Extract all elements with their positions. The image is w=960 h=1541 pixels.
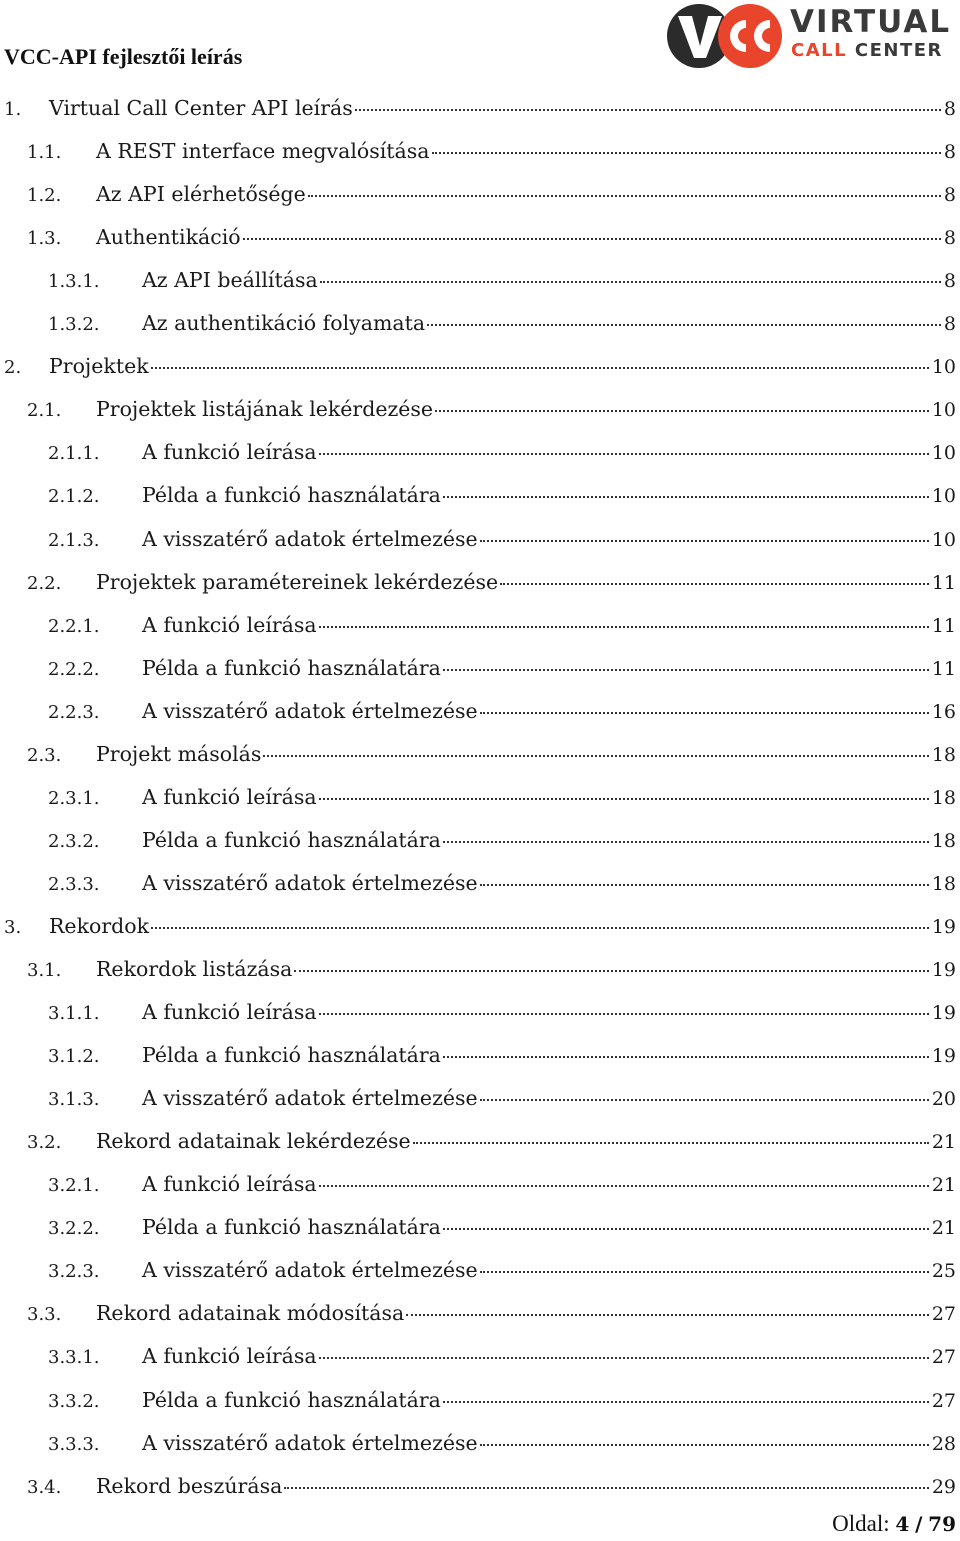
toc-entry[interactable] [0,1043,956,1083]
toc-dot-leader [480,1099,929,1101]
toc-dot-leader [320,281,941,283]
toc-entry-title[interactable]: Példa a funkció használatára [142,1043,441,1068]
toc-entry-title[interactable]: Rekord adatainak módosítása [96,1301,405,1326]
toc-entry[interactable] [0,225,956,265]
toc-dot-leader [355,109,941,111]
logo-text-call: CALL [791,40,848,61]
toc-entry[interactable] [0,828,956,868]
toc-dot-leader [406,1314,929,1316]
toc-entry-page[interactable]: 29 [931,1475,956,1498]
toc-dot-leader [294,970,928,972]
toc-dot-leader [263,755,928,757]
toc-entry-title[interactable]: Az authentikáció folyamata [142,311,426,336]
toc-entry[interactable] [0,397,956,437]
toc-entry-page[interactable]: 10 [931,399,956,422]
toc-entry[interactable] [0,613,956,653]
toc-entry-page[interactable]: 18 [931,743,956,766]
document-title: VCC-API fejlesztői leírás [4,44,243,69]
toc-entry-title[interactable]: Rekordok listázása [96,957,293,981]
toc-entry-page[interactable]: 21 [931,1174,956,1197]
toc-dot-leader [443,1401,929,1403]
toc-entry-page[interactable]: 8 [943,227,956,250]
toc-entry[interactable] [0,1172,956,1212]
toc-entry[interactable] [0,1431,956,1471]
toc-entry-number: 1.3.1. [48,271,100,293]
toc-entry-page[interactable]: 16 [931,700,956,723]
toc-entry-title[interactable]: A visszatérő adatok értelmezése [142,526,478,551]
toc-entry-number: 3. [4,916,22,938]
toc-entry-title[interactable]: Projekt másolás [96,741,262,766]
toc-entry[interactable] [0,483,956,523]
toc-entry[interactable] [0,96,956,136]
toc-entry-title[interactable]: A funkció leírása [142,1344,317,1369]
toc-entry[interactable] [0,1474,956,1514]
toc-entry-number: 2.1.1. [48,443,100,465]
toc-dot-leader [243,238,941,240]
toc-entry[interactable] [0,268,956,308]
toc-dot-leader [443,841,929,843]
toc-entry-page[interactable]: 27 [931,1303,956,1326]
toc-entry-page[interactable]: 10 [931,442,956,465]
toc-entry-number: 3.2.3. [48,1261,100,1283]
page-label: Oldal: [832,1511,890,1536]
toc-entry[interactable] [0,354,956,394]
toc-entry-number: 3.3. [27,1304,62,1326]
toc-dot-leader [500,583,929,585]
toc-entry-page[interactable]: 18 [931,872,956,895]
toc-entry-number: 3.3.3. [48,1433,100,1455]
page-separator: / [915,1512,923,1536]
toc-entry-number: 2.3.1. [48,787,100,809]
toc-dot-leader [480,712,929,714]
toc-entry-page[interactable]: 21 [931,1131,956,1154]
toc-entry-page[interactable]: 27 [931,1346,956,1369]
toc-entry-title[interactable]: Rekord adatainak lekérdezése [96,1129,411,1154]
toc-entry-page[interactable]: 10 [931,485,956,508]
toc-entry[interactable] [0,1000,956,1040]
toc-entry-title[interactable]: A REST interface megvalósítása [96,139,430,164]
toc-dot-leader [319,1357,929,1359]
toc-entry-title[interactable]: Projektek [49,354,149,379]
toc-entry[interactable] [0,656,956,696]
toc-dot-leader [443,1228,929,1230]
toc-entry-page[interactable]: 10 [931,356,956,379]
toc-entry-page[interactable]: 19 [931,915,956,938]
toc-entry-title[interactable]: Példa a funkció használatára [142,827,441,852]
toc-dot-leader [151,927,929,929]
toc-dot-leader [151,367,929,369]
toc-entry-title[interactable]: Példa a funkció használatára [142,1387,441,1412]
toc-entry-number: 2.3.3. [48,873,100,895]
toc-entry-title[interactable]: A funkció leírása [142,1172,317,1197]
logo-text-call-center [791,40,943,61]
toc-entry-title[interactable]: A visszatérő adatok értelmezése [142,1258,478,1283]
toc-entry-title[interactable]: Az API beállítása [142,268,318,293]
toc-entry-number: 3.4. [27,1476,62,1498]
toc-entry-page[interactable]: 19 [931,1002,956,1025]
toc-dot-leader [443,669,929,671]
toc-entry-title[interactable]: Példa a funkció használatára [142,655,441,680]
toc-entry-page[interactable]: 28 [931,1432,956,1455]
toc-entry-page[interactable]: 25 [931,1260,956,1283]
toc-dot-leader [413,1142,929,1144]
toc-entry[interactable] [0,1086,956,1126]
toc-entry-number: 2.3.2. [48,830,100,852]
logo-text-virtual: VIRTUAL [790,4,952,40]
toc-entry-page[interactable]: 8 [943,313,956,336]
toc-entry[interactable] [0,139,956,179]
toc-entry-title[interactable]: A funkció leírása [142,612,317,637]
toc-entry-title[interactable]: A funkció leírása [142,784,317,809]
toc-entry-number: 3.2.1. [48,1175,100,1197]
toc-entry-title[interactable]: Authentikáció [96,225,241,250]
toc-entry[interactable] [0,1388,956,1428]
toc-entry-title[interactable]: Rekordok [49,913,150,938]
toc-entry[interactable] [0,1301,956,1341]
toc-entry[interactable] [0,311,956,351]
toc-dot-leader [435,410,929,412]
toc-entry-number: 2.1. [27,400,62,422]
toc-entry-title[interactable]: Projektek paramétereinek lekérdezése [96,569,499,594]
toc-entry[interactable] [0,871,956,911]
toc-dot-leader [427,324,941,326]
toc-entry-title[interactable]: Példa a funkció használatára [142,483,441,508]
toc-dot-leader [319,798,929,800]
toc-entry-number: 2. [4,357,22,379]
toc-entry[interactable] [0,1258,956,1298]
toc-entry-number: 2.2.1. [48,615,100,637]
toc-dot-leader [443,1056,929,1058]
toc-entry-number: 3.3.2. [48,1390,100,1412]
toc-entry-page[interactable]: 18 [931,786,956,809]
toc-entry-number: 3.3.1. [48,1347,100,1369]
toc-entry[interactable] [0,570,956,610]
toc-entry[interactable] [0,1344,956,1384]
vcc-logo-icon [666,2,784,70]
toc-entry-title[interactable]: Az API elérhetősége [96,182,306,207]
toc-entry-title[interactable]: Példa a funkció használatára [142,1215,441,1240]
toc-entry-number: 2.3. [27,744,62,766]
toc-entry-page[interactable]: 10 [931,528,956,551]
toc-entry-page[interactable]: 11 [931,571,956,594]
toc-entry-number: 1.2. [27,185,62,207]
toc-entry-number: 1.3.2. [48,314,100,336]
toc-entry-number: 1.3. [27,228,62,250]
toc-entry-title[interactable]: Rekord beszúrása [96,1473,283,1498]
toc-entry-title[interactable]: A visszatérő adatok értelmezése [142,870,478,895]
toc-dot-leader [319,1013,929,1015]
toc-entry-number: 1. [4,99,22,120]
toc-entry[interactable] [0,914,956,954]
toc-entry-number: 2.2.2. [48,658,100,680]
toc-entry-title[interactable]: A funkció leírása [142,1000,317,1025]
toc-dot-leader [432,152,941,154]
toc-entry-page[interactable]: 19 [931,1045,956,1068]
toc-dot-leader [480,540,929,542]
toc-entry-page[interactable]: 20 [931,1088,956,1111]
toc-dot-leader [319,626,929,628]
current-page-number: 4 [895,1512,910,1536]
toc-entry-number: 3.2. [27,1132,62,1154]
toc-dot-leader [480,884,929,886]
toc-entry-page[interactable]: 8 [943,270,956,293]
toc-dot-leader [319,1185,929,1187]
toc-entry[interactable] [0,785,956,825]
toc-entry-number: 1.1. [27,142,62,164]
toc-entry-number: 2.2. [27,572,62,594]
toc-entry-page[interactable]: 18 [931,829,956,852]
toc-entry-number: 3.1. [27,960,62,981]
toc-entry[interactable] [0,957,956,997]
toc-dot-leader [319,453,929,455]
total-page-count: 79 [928,1512,956,1536]
toc-entry-title[interactable]: A visszatérő adatok értelmezése [142,698,478,723]
toc-dot-leader [308,195,941,197]
toc-entry-page[interactable]: 11 [931,657,956,680]
toc-entry-page[interactable]: 19 [931,959,956,981]
toc-entry-page[interactable]: 8 [943,184,956,207]
company-logo [666,2,958,70]
toc-dot-leader [443,496,929,498]
toc-entry-number: 2.2.3. [48,701,100,723]
toc-entry-page[interactable]: 11 [931,614,956,637]
toc-entry-page[interactable]: 21 [931,1217,956,1240]
toc-entry-page[interactable]: 27 [931,1389,956,1412]
toc-entry-number: 2.1.3. [48,529,100,551]
toc-entry[interactable] [0,182,956,222]
toc-entry-number: 2.1.2. [48,486,100,508]
toc-entry-number: 3.2.2. [48,1218,100,1240]
toc-entry-page[interactable]: 8 [943,98,956,120]
toc-dot-leader [480,1271,929,1273]
toc-entry[interactable] [0,440,956,480]
toc-entry-page[interactable]: 8 [943,141,956,164]
toc-dot-leader [480,1444,929,1446]
toc-entry[interactable] [0,1215,956,1255]
logo-text-center: CENTER [854,40,943,61]
toc-dot-leader [284,1487,929,1489]
toc-entry-title[interactable]: A funkció leírása [142,440,317,465]
toc-entry[interactable] [0,527,956,567]
page-footer [832,1511,956,1537]
toc-entry-title[interactable]: A visszatérő adatok értelmezése [142,1430,478,1455]
toc-entry-title[interactable]: Virtual Call Center API leírás [49,96,353,120]
toc-entry-number: 3.1.2. [48,1046,100,1068]
toc-entry[interactable] [0,1129,956,1169]
toc-entry-number: 3.1.3. [48,1089,100,1111]
toc-entry-title[interactable]: A visszatérő adatok értelmezése [142,1086,478,1111]
toc-entry-number: 3.1.1. [48,1003,100,1025]
toc-entry-title[interactable]: Projektek listájának lekérdezése [96,397,434,422]
toc-entry[interactable] [0,742,956,782]
toc-entry[interactable] [0,699,956,739]
